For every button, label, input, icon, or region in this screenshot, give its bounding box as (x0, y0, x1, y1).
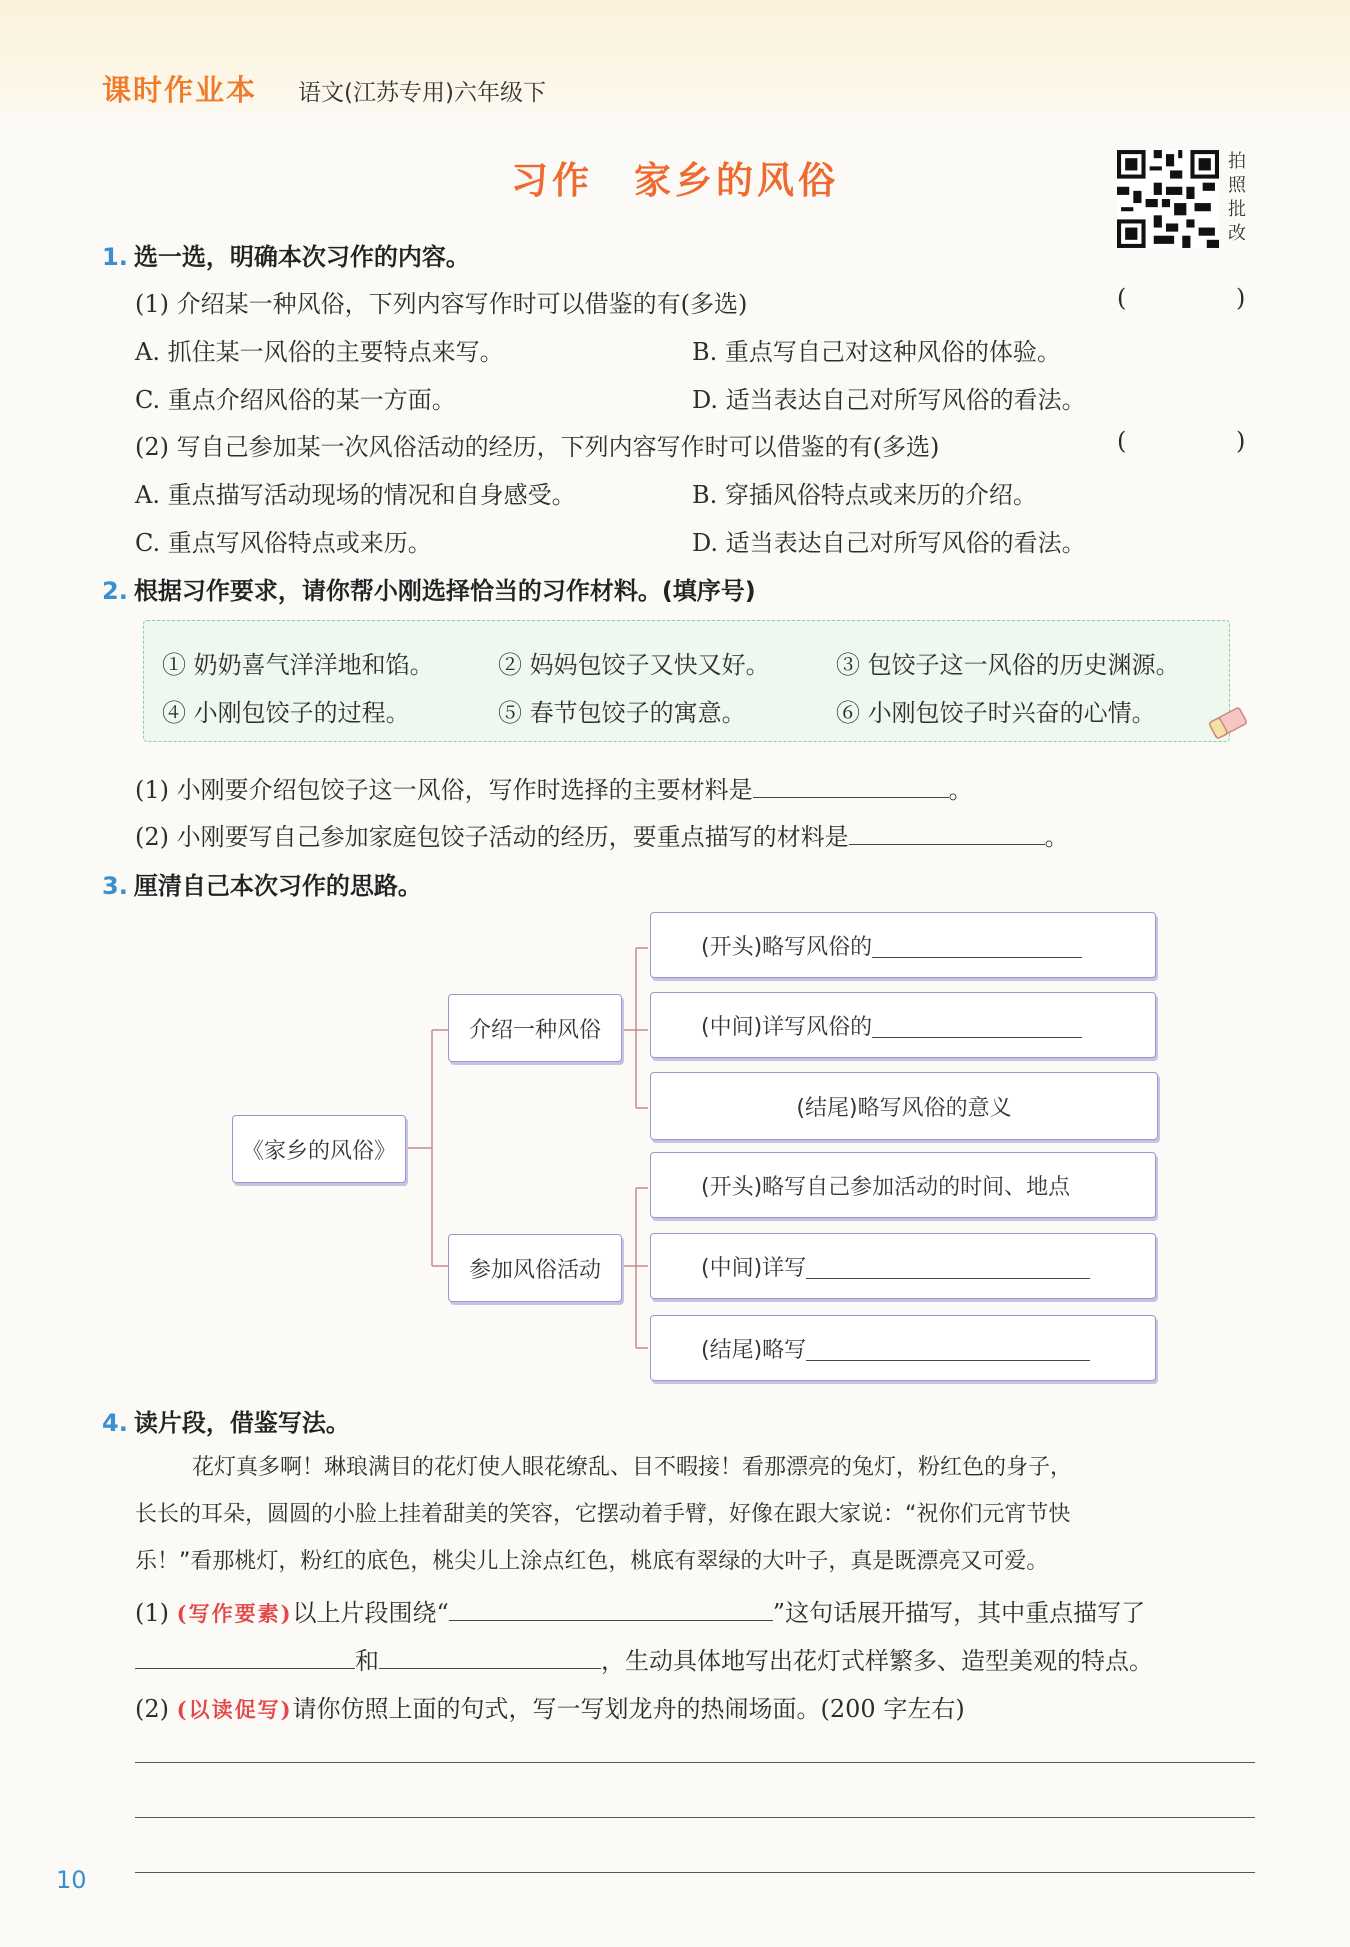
q2-number: 2. (102, 577, 128, 605)
mindmap-branch-introduce (448, 994, 622, 1062)
q2-heading-text: 根据习作要求，请你帮小刚选择恰当的习作材料。(填序号) (133, 577, 756, 605)
q4-sub1-tag: (写作要素) (176, 1601, 293, 1626)
page-title: 习作 家乡的风俗 (511, 159, 839, 202)
mindmap-leaf-2 (650, 992, 1156, 1058)
mindmap-branch-participate (448, 1234, 622, 1302)
q4-sub1-text-a: 以上片段围绕“ (292, 1599, 449, 1627)
q2-sub1-end: 。 (948, 776, 973, 804)
mindmap-leaf-2-text: (中间)详写风俗的 (701, 1014, 873, 1040)
material-3: ③ 包饺子这一风俗的历史渊源。 (836, 651, 1180, 679)
mindmap-leaf-5-blank[interactable] (806, 1254, 1090, 1279)
q4-sub1-text-d: ，生动具体地写出花灯式样繁多、造型美观的特点。 (601, 1647, 1153, 1675)
mindmap-leaf-6 (650, 1315, 1156, 1381)
q4-sub2-tag: (以读促写) (176, 1697, 293, 1722)
q4-sub1-blank-3[interactable] (379, 1642, 601, 1669)
q1-sub1-option-c: C. 重点介绍风俗的某一方面。 (135, 386, 456, 414)
q3-number: 3. (102, 872, 128, 900)
q4-sub2-text: 请你仿照上面的句式，写一写划龙舟的热闹场面。(200 字左右) (292, 1695, 965, 1723)
mindmap-branch-introduce-text: 介绍一种风俗 (468, 1017, 601, 1043)
material-6: ⑥ 小刚包饺子时兴奋的心情。 (836, 699, 1156, 727)
q4-sub1-line1 (135, 1593, 1145, 1628)
material-2: ② 妈妈包饺子又快又好。 (498, 651, 770, 679)
q4-sub1-text-c: 和 (355, 1647, 379, 1675)
q1-sub1-paren-open: ( (1117, 284, 1127, 312)
q1-sub1-stem: (1) 介绍某一种风俗，下列内容写作时可以借鉴的有(多选) (135, 290, 748, 318)
header-brand: 课时作业本 (102, 73, 258, 107)
mindmap-branch-participate-text: 参加风俗活动 (468, 1257, 601, 1283)
mindmap-leaf-4-text: (开头)略写自己参加活动的时间、地点 (701, 1174, 1071, 1200)
q4-sub1-text-b: ”这句话展开描写，其中重点描写了 (772, 1599, 1146, 1627)
mindmap-leaf-5 (650, 1233, 1156, 1299)
q4-number: 4. (102, 1409, 128, 1437)
q1-sub1-paren-close: ) (1236, 284, 1246, 312)
q4-heading (102, 1403, 350, 1438)
q1-sub1-option-a: A. 抓住某一风俗的主要特点来写。 (135, 338, 504, 366)
writing-line-1[interactable] (135, 1762, 1255, 1763)
q2-sub2-text: (2) 小刚要写自己参加家庭包饺子活动的经历，要重点描写的材料是 (135, 823, 849, 851)
q1-sub1-option-d: D. 适当表达自己对所写风俗的看法。 (692, 386, 1086, 414)
q4-sub2 (135, 1689, 965, 1724)
writing-line-3[interactable] (135, 1872, 1255, 1873)
page-number: 10 (56, 1866, 87, 1894)
q1-sub2-paren-open: ( (1117, 427, 1127, 455)
material-1: ① 奶奶喜气洋洋地和馅。 (162, 651, 434, 679)
mindmap-leaf-2-blank[interactable] (872, 1013, 1082, 1038)
q1-sub2-paren-close: ) (1236, 427, 1246, 455)
q1-sub2-option-d: D. 适当表达自己对所写风俗的看法。 (692, 529, 1086, 557)
q1-sub2-option-c: C. 重点写风俗特点或来历。 (135, 529, 432, 557)
mindmap-leaf-1-text: (开头)略写风俗的 (701, 934, 873, 960)
q1-sub2-option-a: A. 重点描写活动现场的情况和自身感受。 (135, 481, 576, 509)
mindmap-leaf-3-text: (结尾)略写风俗的意义 (796, 1095, 1012, 1121)
mindmap-root-text: 《家乡的风俗》 (241, 1138, 396, 1164)
material-4: ④ 小刚包饺子的过程。 (162, 699, 410, 727)
mindmap-leaf-1-blank[interactable] (872, 933, 1082, 958)
material-5: ⑤ 春节包饺子的寓意。 (498, 699, 746, 727)
mindmap-leaf-3 (650, 1072, 1158, 1140)
mindmap-leaf-6-blank[interactable] (806, 1336, 1090, 1361)
q4-passage-line-3: 乐！”看那桃灯，粉红的底色，桃尖儿上涂点红色，桃底有翠绿的大叶子，真是既漂亮又可爱。 (135, 1549, 1049, 1574)
q2-sub1-text: (1) 小刚要介绍包饺子这一风俗，写作时选择的主要材料是 (135, 776, 753, 804)
writing-line-2[interactable] (135, 1817, 1255, 1818)
header-subject: 语文(江苏专用)六年级下 (298, 80, 546, 106)
q4-sub2-prefix: (2) (135, 1695, 169, 1723)
q4-heading-text: 读片段，借鉴写法。 (133, 1409, 350, 1437)
q4-sub1-blank-2[interactable] (135, 1642, 355, 1669)
mindmap-leaf-5-text: (中间)详写 (701, 1255, 807, 1281)
q4-sub1-blank-1[interactable] (449, 1594, 773, 1621)
q4-passage-line-2: 长长的耳朵，圆圆的小脸上挂着甜美的笑容，它摆动着手臂，好像在跟大家说：“祝你们元宵节快 (135, 1502, 1071, 1527)
mindmap-leaf-1 (650, 912, 1156, 978)
q4-sub1-line2 (135, 1641, 1153, 1676)
q1-sub2-stem: (2) 写自己参加某一次风俗活动的经历，下列内容写作时可以借鉴的有(多选) (135, 433, 940, 461)
qr-label: 拍照批改 (1228, 151, 1246, 244)
q1-heading-text: 选一选，明确本次习作的内容。 (133, 243, 470, 271)
q1-number: 1. (102, 243, 128, 271)
q4-sub1-prefix: (1) (135, 1599, 169, 1627)
mindmap-root (232, 1115, 406, 1183)
q1-sub2-option-b: B. 穿插风俗特点或来历的介绍。 (692, 481, 1037, 509)
q2-sub2-end: 。 (1044, 823, 1069, 851)
mindmap-leaf-6-text: (结尾)略写 (701, 1337, 807, 1363)
q3-heading-text: 厘清自己本次习作的思路。 (133, 872, 422, 900)
q4-passage-line-1: 花灯真多啊！琳琅满目的花灯使人眼花缭乱、目不暇接！看那漂亮的兔灯，粉红色的身子， (192, 1455, 1073, 1480)
mindmap-leaf-4 (650, 1152, 1156, 1218)
q1-sub1-option-b: B. 重点写自己对这种风俗的体验。 (692, 338, 1061, 366)
